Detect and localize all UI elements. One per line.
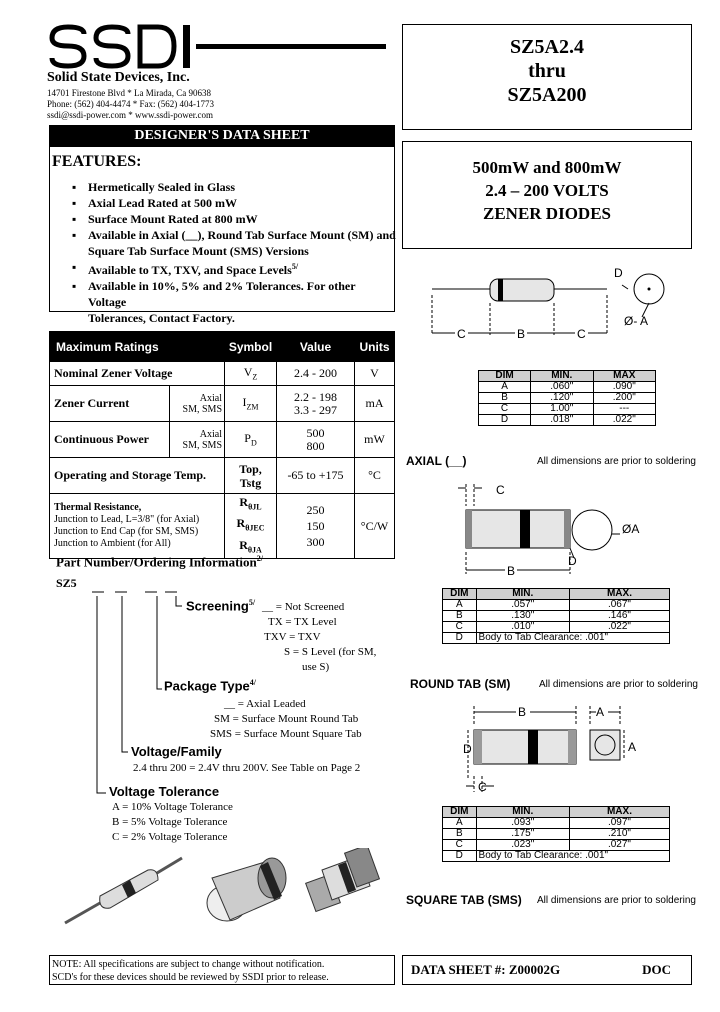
part-title-box xyxy=(402,24,692,130)
part-title-line2: thru xyxy=(528,60,566,82)
square-tab-dim-a-top: A xyxy=(596,705,605,719)
param-label: Nominal Zener Voltage xyxy=(50,362,225,386)
package-illustrations xyxy=(60,848,390,928)
part-prefix: SZ5 xyxy=(56,576,77,590)
company-web: ssdi@ssdi-power.com * www.ssdi-power.com xyxy=(47,110,213,120)
footer-datasheet xyxy=(402,955,692,985)
thermal-label: Thermal Resistance, Junction to Lead, L=3/8" (for Axial) Junction to End Cap (for SM, SMS) Junction to Ambient (for All) xyxy=(50,494,225,559)
square-tab-drawing xyxy=(402,698,692,798)
value-cell: -65 to +175 xyxy=(277,458,355,494)
param-label: Continuous Power xyxy=(50,422,170,458)
company-address: 14701 Firestone Blvd * La Mirada, Ca 90638 xyxy=(47,88,211,98)
feature-item: ▪ Hermetically Sealed in Glass xyxy=(50,179,396,195)
round-tab-illustration xyxy=(207,858,286,921)
voltage-family-desc: 2.4 thru 200 = 2.4V thru 200V. See Table on Page 2 xyxy=(133,762,361,774)
param-label: Zener Current xyxy=(50,386,170,422)
package-sub: Axial SM, SMS xyxy=(170,422,225,458)
col-header: Units xyxy=(355,332,395,362)
round-tab-dim-b: B xyxy=(507,564,516,578)
col-header: Symbol xyxy=(225,332,277,362)
package-type-label: Package Type$^{4/}$ xyxy=(164,678,256,694)
package-options: __ = Axial Leaded SM = Surface Mount Round Tab SMS = Surface Mount Square Tab xyxy=(210,698,362,740)
square-tab-illustration xyxy=(306,848,380,912)
value-cell: 250 150 300 xyxy=(277,494,355,559)
part-title-line1: SZ5A2.4 xyxy=(510,36,584,58)
axial-dim-c1: C xyxy=(457,327,466,341)
power-rating: 500mW and 800mW xyxy=(472,158,622,177)
symbol-cell: $R_{\theta JL}$ $R_{\theta JEC}$ $R_{\theta JA}$ xyxy=(225,494,277,559)
value-cell: 2.4 - 200 xyxy=(277,362,355,386)
axial-note: All dimensions are prior to soldering xyxy=(537,456,696,467)
doc-label: DOC xyxy=(642,962,671,977)
screening-label: Screening$^{5/}$ xyxy=(186,598,256,614)
device-type: ZENER DIODES xyxy=(482,204,611,223)
part-title-line3: SZ5A200 xyxy=(507,84,587,106)
symbol-cell: $P_D$ xyxy=(225,422,277,458)
axial-dim-table: DIM MIN. MAX A .060" .090" B .120" .200" C 1.00" --- D .018" .022" xyxy=(478,370,656,426)
feature-item: ▪ Surface Mount Rated at 800 mW xyxy=(50,211,396,227)
square-tab-note: All dimensions are prior to soldering xyxy=(537,895,696,906)
designer-banner: DESIGNER'S DATA SHEET xyxy=(49,125,395,146)
features-heading: FEATURES: xyxy=(52,153,142,170)
round-tab-dim-a: ØA xyxy=(622,522,640,536)
axial-diode-illustration xyxy=(65,858,182,923)
feature-item: ▪ Axial Lead Rated at 500 mW xyxy=(50,195,396,211)
square-tab-dim-a-side: A xyxy=(628,740,637,754)
param-label: Operating and Storage Temp. xyxy=(50,458,225,494)
ordering-heading: Part Number/Ordering Information$^{2/}$ xyxy=(56,554,263,570)
unit-cell: °C xyxy=(355,458,395,494)
unit-cell: mW xyxy=(355,422,395,458)
square-tab-dim-d: D xyxy=(463,742,472,756)
value-cell: 500 800 xyxy=(277,422,355,458)
screening-options: __ = Not Screened TX = TX Level TXV = TXV S = S Level (for SM, use S) xyxy=(262,601,377,673)
unit-cell: mA xyxy=(355,386,395,422)
col-header: Value xyxy=(277,332,355,362)
unit-cell: V xyxy=(355,362,395,386)
axial-package-drawing xyxy=(402,255,692,345)
feature-item: ▪ Available in Axial (__), Round Tab Surface Mount (SM) and xyxy=(50,227,396,243)
voltage-range: 2.4 – 200 VOLTS xyxy=(485,181,609,200)
value-cell: 2.2 - 198 3.3 - 297 xyxy=(277,386,355,422)
square-tab-dim-b: B xyxy=(518,705,527,719)
tolerance-options: A = 10% Voltage Tolerance B = 5% Voltage Tolerance C = 2% Voltage Tolerance xyxy=(112,801,233,843)
voltage-family-label: Voltage/Family xyxy=(131,744,222,759)
footnote-ref: 5/ xyxy=(291,262,299,271)
square-tab-dim-c: C xyxy=(478,780,487,794)
col-header: Maximum Ratings xyxy=(50,332,225,362)
symbol-cell: Top, Tstg xyxy=(225,458,277,494)
company-name: Solid State Devices, Inc. xyxy=(47,70,190,85)
symbol-cell: $V_Z$ xyxy=(225,362,277,386)
footer-notes: NOTE: All specifications are subject to change without notification. SCD's for these devices should be reviewed by SSDI prior to release. xyxy=(49,955,395,985)
axial-title: AXIAL (__) xyxy=(406,454,467,468)
square-tab-dim-table: DIM MIN. MAX. A .093" .097" B .175" .210" C .023" .027" D Body to Tab Clearance: .001" xyxy=(442,806,670,862)
axial-dim-d: D xyxy=(614,266,623,280)
feature-text: Available to TX, TXV, and Space Levels xyxy=(88,263,292,277)
round-tab-title: ROUND TAB (SM) xyxy=(410,677,511,691)
round-tab-dim-d: D xyxy=(568,554,577,568)
axial-dim-b: B xyxy=(517,327,526,341)
feature-item-continued: Square Tab Surface Mount (SMS) Versions xyxy=(88,244,309,258)
package-sub: Axial SM, SMS xyxy=(170,386,225,422)
datasheet-number: DATA SHEET #: Z00002G xyxy=(411,962,561,977)
axial-dim-c2: C xyxy=(577,327,586,341)
round-tab-note: All dimensions are prior to soldering xyxy=(539,679,698,690)
feature-item: ▪ Available in 10%, 5% and 2% Tolerances. For other Voltage xyxy=(50,278,396,310)
square-tab-title: SQUARE TAB (SMS) xyxy=(406,893,522,907)
company-phone: Phone: (562) 404-4474 * Fax: (562) 404-1773 xyxy=(47,99,214,109)
unit-cell: °C/W xyxy=(355,494,395,559)
round-tab-drawing xyxy=(402,476,692,586)
voltage-tolerance-label: Voltage Tolerance xyxy=(109,784,220,799)
axial-dim-a: Ø- A xyxy=(624,314,649,328)
feature-item-continued: Tolerances, Contact Factory. xyxy=(88,311,235,325)
round-tab-dim-table: DIM MIN. MAX. A .057" .067" B .130" .146" C .010" .022" D Body to Tab Clearance: .001" xyxy=(442,588,670,644)
round-tab-dim-c: C xyxy=(496,483,505,497)
rating-summary-box xyxy=(402,141,692,249)
symbol-cell: $I_{ZM}$ xyxy=(225,386,277,422)
